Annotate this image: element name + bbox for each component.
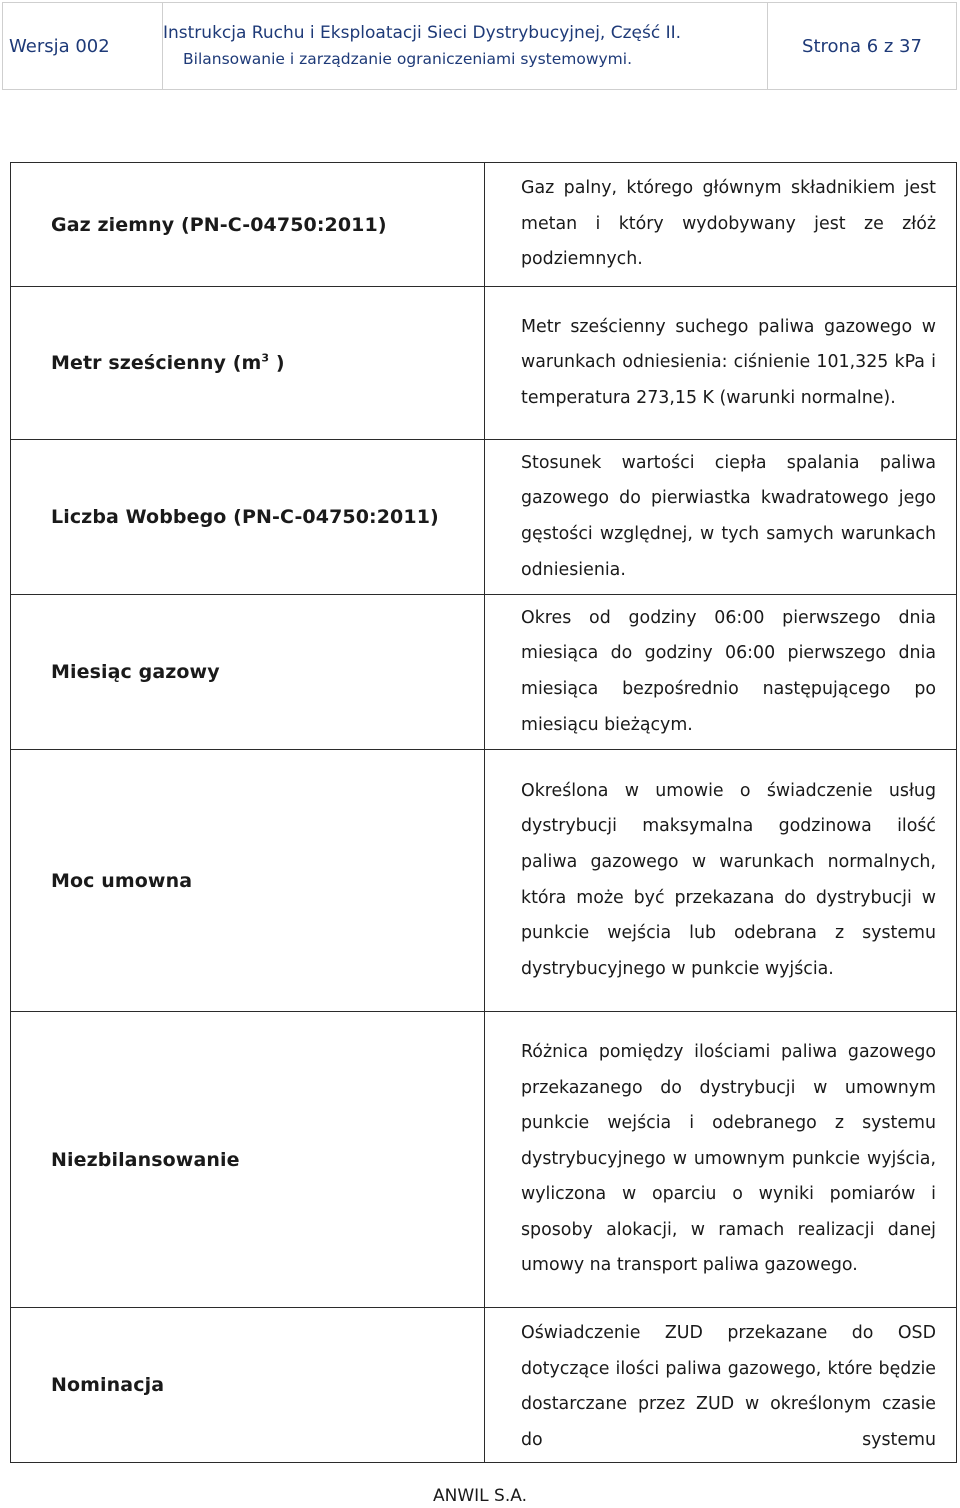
page-number: Strona 6 z 37 bbox=[802, 35, 922, 57]
term-cell: Liczba Wobbego (PN-C-04750:2011) bbox=[11, 440, 485, 595]
page-footer: ANWIL S.A. bbox=[433, 1486, 527, 1506]
term-text: Metr sześcienny (m bbox=[51, 352, 262, 374]
term-cell: Moc umowna bbox=[11, 750, 485, 1012]
term-text-suffix: ) bbox=[269, 352, 285, 374]
document-subtitle: Bilansowanie i zarządzanie ograniczeniami systemowymi. bbox=[183, 50, 633, 68]
term-cell bbox=[11, 287, 485, 440]
table-row bbox=[11, 440, 957, 595]
definition-cell: Różnica pomiędzy ilościami paliwa gazowego przekazanego do dystrybucji w umownym punkcie wejścia i odebranego z systemu dystrybucyjnego w umownym punkcie wyjścia, wyliczona w oparciu o wyniki pomiarów i sposoby alokacji, w ramach realizacji danej umowy na transport paliwa gazowego. bbox=[485, 1012, 957, 1308]
definition-cell: Okres od godziny 06:00 pierwszego dnia miesiąca do godziny 06:00 pierwszego dnia miesiąca bezpośrednio następującego po miesiącu bieżącym. bbox=[485, 595, 957, 750]
document-title: Instrukcja Ruchu i Eksploatacji Sieci Dystrybucyjnej, Część II. bbox=[163, 23, 682, 43]
term-superscript: 3 bbox=[261, 351, 270, 365]
term-cell: Nominacja bbox=[11, 1308, 485, 1463]
term-cell: Miesiąc gazowy bbox=[11, 595, 485, 750]
definition-cell: Określona w umowie o świadczenie usług dystrybucji maksymalna godzinowa ilość paliwa gazowego w warunkach normalnych, która może być przekazana do dystrybucji w punkcie wejścia lub odebrana z systemu dystrybucyjnego w punkcie wyjścia. bbox=[485, 750, 957, 1012]
table-row bbox=[11, 750, 957, 1012]
term-cell: Niezbilansowanie bbox=[11, 1012, 485, 1308]
definition-cell: Metr sześcienny suchego paliwa gazowego w warunkach odniesienia: ciśnienie 101,325 kPa i temperatura 273,15 K (warunki normalne). bbox=[485, 287, 957, 440]
definition-cell: Oświadczenie ZUD przekazane do OSD dotyczące ilości paliwa gazowego, które będzie dostarczane przez ZUD w określonym czasie do systemu bbox=[485, 1308, 957, 1463]
table-row bbox=[11, 1012, 957, 1308]
page-header bbox=[2, 2, 957, 90]
definitions-table bbox=[10, 162, 957, 1463]
table-row bbox=[11, 287, 957, 440]
definition-cell: Gaz palny, którego głównym składnikiem jest metan i który wydobywany jest ze złóż podziemnych. bbox=[485, 163, 957, 287]
term-cell: Gaz ziemny (PN-C-04750:2011) bbox=[11, 163, 485, 287]
table-row bbox=[11, 163, 957, 287]
document-version: Wersja 002 bbox=[3, 3, 163, 89]
table-row bbox=[11, 595, 957, 750]
table-row bbox=[11, 1308, 957, 1463]
definition-cell: Stosunek wartości ciepła spalania paliwa gazowego do pierwiastka kwadratowego jego gęstości względnej, w tych samych warunkach odniesienia. bbox=[485, 440, 957, 595]
document-title-block bbox=[163, 3, 768, 89]
